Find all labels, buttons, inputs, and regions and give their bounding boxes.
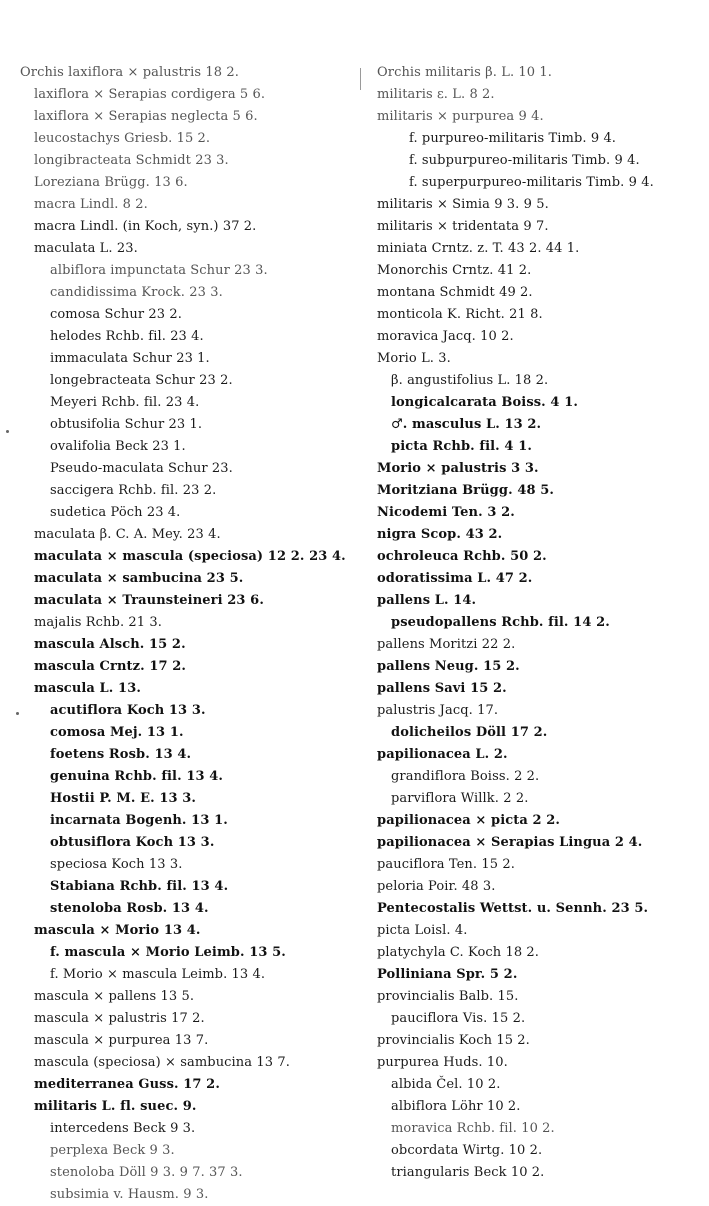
index-entry: foetens Rosb. 13 4. xyxy=(50,747,192,762)
index-entry: papilionacea × Serapias Lingua 2 4. xyxy=(377,835,643,850)
index-entry: ochroleuca Rchb. 50 2. xyxy=(377,549,547,564)
index-entry: ♂. masculus L. 13 2. xyxy=(391,417,542,432)
index-entry: dolicheilos Döll 17 2. xyxy=(391,725,548,740)
index-entry: acutiflora Koch 13 3. xyxy=(50,703,206,718)
index-entry: speciosa Koch 13 3. xyxy=(50,857,183,872)
index-entry: macra Lindl. 8 2. xyxy=(34,197,148,212)
index-entry: longibracteata Schmidt 23 3. xyxy=(34,153,229,168)
index-entry: pseudopallens Rchb. fil. 14 2. xyxy=(391,615,610,630)
index-entry: purpurea Huds. 10. xyxy=(377,1055,508,1070)
index-entry: pallens Moritzi 22 2. xyxy=(377,637,516,652)
index-entry: Pseudo-maculata Schur 23. xyxy=(50,461,233,476)
index-entry: albida Čel. 10 2. xyxy=(391,1077,501,1092)
index-entry: immaculata Schur 23 1. xyxy=(50,351,210,366)
index-entry: intercedens Beck 9 3. xyxy=(50,1121,196,1136)
index-entry: f. purpureo-militaris Timb. 9 4. xyxy=(409,131,617,146)
column-divider xyxy=(360,68,361,90)
index-entry: odoratissima L. 47 2. xyxy=(377,571,533,586)
index-entry: papilionacea × picta 2 2. xyxy=(377,813,561,828)
index-entry: picta Loisl. 4. xyxy=(377,923,468,938)
index-entry: picta Rchb. fil. 4 1. xyxy=(391,439,532,454)
index-entry: maculata L. 23. xyxy=(34,241,138,256)
index-entry: mediterranea Guss. 17 2. xyxy=(34,1077,220,1092)
stray-ink-mark xyxy=(16,712,19,715)
index-entry: obcordata Wirtg. 10 2. xyxy=(391,1143,543,1158)
index-entry: mascula × pallens 13 5. xyxy=(34,989,195,1004)
index-entry: maculata × Traunsteineri 23 6. xyxy=(34,593,264,608)
index-entry: genuina Rchb. fil. 13 4. xyxy=(50,769,224,784)
index-entry: albiflora impunctata Schur 23 3. xyxy=(50,263,268,278)
index-entry: mascula × Morio 13 4. xyxy=(34,923,201,938)
index-entry: maculata × mascula (speciosa) 12 2. 23 4. xyxy=(34,549,346,564)
index-entry: sudetica Pöch 23 4. xyxy=(50,505,181,520)
index-entry: stenoloba Döll 9 3. 9 7. 37 3. xyxy=(50,1165,243,1180)
index-entry: maculata × sambucina 23 5. xyxy=(34,571,244,586)
index-entry: militaris × tridentata 9 7. xyxy=(377,219,549,234)
stray-ink-mark xyxy=(6,430,9,433)
index-entry: peloria Poir. 48 3. xyxy=(377,879,496,894)
index-entry: comosa Mej. 13 1. xyxy=(50,725,184,740)
index-entry: Meyeri Rchb. fil. 23 4. xyxy=(50,395,200,410)
index-entry: f. superpurpureo-militaris Timb. 9 4. xyxy=(409,175,654,190)
index-entry: subsimia v. Hausm. 9 3. xyxy=(50,1187,209,1202)
index-entry: saccigera Rchb. fil. 23 2. xyxy=(50,483,217,498)
index-entry: Morio × palustris 3 3. xyxy=(377,461,539,476)
index-entry: f. Morio × mascula Leimb. 13 4. xyxy=(50,967,266,982)
index-entry: incarnata Bogenh. 13 1. xyxy=(50,813,228,828)
index-entry: militaris × purpurea 9 4. xyxy=(377,109,544,124)
index-entry: Moritziana Brügg. 48 5. xyxy=(377,483,555,498)
index-entry: mascula × palustris 17 2. xyxy=(34,1011,205,1026)
index-entry: militaris L. fl. suec. 9. xyxy=(34,1099,197,1114)
index-entry: Hostii P. M. E. 13 3. xyxy=(50,791,197,806)
index-entry: majalis Rchb. 21 3. xyxy=(34,615,162,630)
index-entry: militaris ε. L. 8 2. xyxy=(377,87,495,102)
index-entry: moravica Rchb. fil. 10 2. xyxy=(391,1121,555,1136)
index-entry: f. subpurpureo-militaris Timb. 9 4. xyxy=(409,153,640,168)
index-entry: Morio L. 3. xyxy=(377,351,451,366)
index-entry: palustris Jacq. 17. xyxy=(377,703,499,718)
index-entry: mascula Crntz. 17 2. xyxy=(34,659,187,674)
index-entry: Nicodemi Ten. 3 2. xyxy=(377,505,515,520)
index-entry: candidissima Krock. 23 3. xyxy=(50,285,223,300)
index-entry: mascula L. 13. xyxy=(34,681,141,696)
index-entry: β. angustifolius L. 18 2. xyxy=(391,373,549,388)
index-entry: Stabiana Rchb. fil. 13 4. xyxy=(50,879,229,894)
left-column xyxy=(20,62,350,1206)
index-entry: pallens Neug. 15 2. xyxy=(377,659,520,674)
index-entry: macra Lindl. (in Koch, syn.) 37 2. xyxy=(34,219,257,234)
index-entry: f. mascula × Morio Leimb. 13 5. xyxy=(50,945,286,960)
index-entry: ovalifolia Beck 23 1. xyxy=(50,439,186,454)
index-entry: Orchis militaris β. L. 10 1. xyxy=(377,65,552,80)
index-entry: mascula Alsch. 15 2. xyxy=(34,637,186,652)
index-entry: Loreziana Brügg. 13 6. xyxy=(34,175,188,190)
index-entry: pauciflora Ten. 15 2. xyxy=(377,857,515,872)
right-column xyxy=(377,62,702,1184)
index-entry: pauciflora Vis. 15 2. xyxy=(391,1011,526,1026)
index-entry: obtusiflora Koch 13 3. xyxy=(50,835,215,850)
index-entry: monticola K. Richt. 21 8. xyxy=(377,307,543,322)
index-entry: longebracteata Schur 23 2. xyxy=(50,373,233,388)
index-entry: triangularis Beck 10 2. xyxy=(391,1165,545,1180)
index-entry: helodes Rchb. fil. 23 4. xyxy=(50,329,204,344)
index-entry: perplexa Beck 9 3. xyxy=(50,1143,175,1158)
index-entry: Polliniana Spr. 5 2. xyxy=(377,967,518,982)
index-entry: platychyla C. Koch 18 2. xyxy=(377,945,540,960)
index-entry: Monorchis Crntz. 41 2. xyxy=(377,263,532,278)
index-entry: obtusifolia Schur 23 1. xyxy=(50,417,203,432)
index-entry: longicalcarata Boiss. 4 1. xyxy=(391,395,578,410)
index-entry: parviflora Willk. 2 2. xyxy=(391,791,529,806)
index-entry: Orchis laxiflora × palustris 18 2. xyxy=(20,65,239,80)
index-entry: moravica Jacq. 10 2. xyxy=(377,329,514,344)
index-entry: Pentecostalis Wettst. u. Sennh. 23 5. xyxy=(377,901,649,916)
index-entry: montana Schmidt 49 2. xyxy=(377,285,533,300)
index-entry: miniata Crntz. z. T. 43 2. 44 1. xyxy=(377,241,580,256)
index-entry: grandiflora Boiss. 2 2. xyxy=(391,769,540,784)
index-entry: nigra Scop. 43 2. xyxy=(377,527,503,542)
index-entry: laxiflora × Serapias cordigera 5 6. xyxy=(34,87,266,102)
index-entry: mascula (speciosa) × sambucina 13 7. xyxy=(34,1055,290,1070)
index-entry: laxiflora × Serapias neglecta 5 6. xyxy=(34,109,258,124)
index-entry: provincialis Koch 15 2. xyxy=(377,1033,530,1048)
index-entry: stenoloba Rosb. 13 4. xyxy=(50,901,209,916)
index-entry: comosa Schur 23 2. xyxy=(50,307,182,322)
index-entry: provincialis Balb. 15. xyxy=(377,989,519,1004)
index-entry: maculata β. C. A. Mey. 23 4. xyxy=(34,527,221,542)
index-entry: militaris × Simia 9 3. 9 5. xyxy=(377,197,549,212)
index-entry: mascula × purpurea 13 7. xyxy=(34,1033,209,1048)
index-entry: pallens Savi 15 2. xyxy=(377,681,507,696)
index-entry: albiflora Löhr 10 2. xyxy=(391,1099,521,1114)
index-entry: papilionacea L. 2. xyxy=(377,747,508,762)
index-entry: pallens L. 14. xyxy=(377,593,477,608)
index-entry: leucostachys Griesb. 15 2. xyxy=(34,131,211,146)
